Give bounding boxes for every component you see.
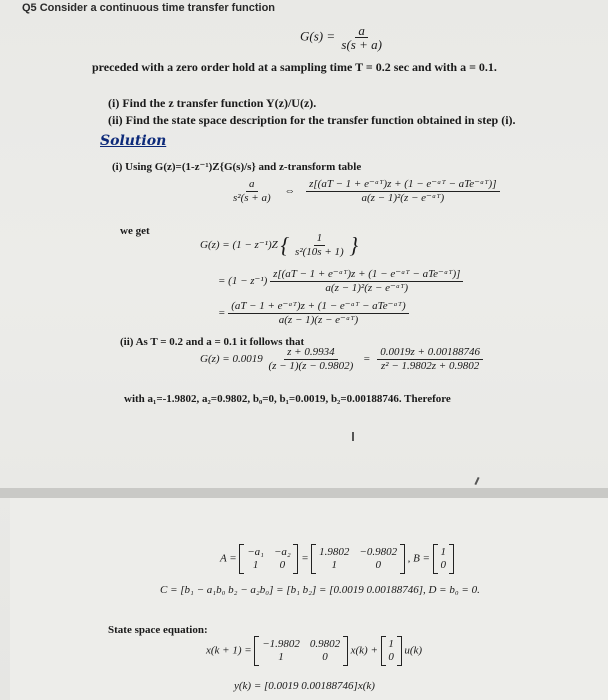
question-title: Q5 Consider a continuous time transfer function	[22, 2, 276, 14]
part-ii: (ii) Find the state space description for the transfer function obtained in step (i).	[108, 113, 516, 127]
we-get-label: we get	[120, 225, 150, 237]
part-i: (i) Find the z transfer function Y(z)/U(z).	[108, 96, 317, 110]
vector-B: 1 0	[440, 546, 446, 571]
derivation-line-2: = (1 − z⁻¹) $\frac{\text{z[(aT − 1 + e⁻ᵃᵀ)z + (1 − e⁻ᵃᵀ − aTe⁻ᵃᵀ)]}}{\text{a(z − 1)²(z − e⁻ᵃᵀ)}}$	[218, 268, 463, 295]
matrix-A-numeric: 1.9802 −0.9802 1 0	[319, 546, 398, 571]
matrix-A-symbolic: −a₁ −a₂ 1 0	[247, 546, 291, 571]
page-divider	[0, 488, 608, 498]
ztransform-table-entry: $\frac{a}{\text{s²(s + a)}}$ ⇔ $\frac{\text{z[(aT − 1 + e⁻ᵃᵀ)z + (1 − e⁻ᵃᵀ − aTe⁻ᵃᵀ)]}}{\text{a(z − 1)²(z − e⁻ᵃᵀ)}}$	[230, 178, 500, 205]
pen-mark	[352, 432, 354, 441]
output-equation: y(k) = [0.0019 0.00188746]x(k)	[234, 680, 375, 692]
step2-label: (ii) As T = 0.2 and a = 0.1 it follows that	[120, 336, 305, 348]
problem-statement: preceded with a zero order hold at a sampling time T = 0.2 sec and with a = 0.1.	[92, 60, 497, 74]
derivation-line-1: G(z) = (1 − z⁻¹)Z { $\frac{1}{\text{s²(10s + 1)}}$ }	[200, 232, 359, 258]
solution-heading: Solution	[100, 133, 167, 149]
matrix-C-D: C = [b₁ − a₁b₀ b₂ − a₂b₀] = [b₁ b₂] = [0.0019 0.00188746], D = b₀ = 0.	[160, 584, 480, 596]
derivation-line-3: = $\frac{\text{(aT − 1 + e⁻ᵃᵀ)z + (1 − e⁻ᵃᵀ − aTe⁻ᵃᵀ)}}{\text{a(z − 1)(z − e⁻ᵃᵀ)}}$	[218, 300, 409, 327]
state-equation: x(k + 1) = −1.9802 0.9802 1 0 x(k) + 1 0 u(k)	[206, 636, 422, 666]
state-space-label: State space equation:	[108, 624, 208, 636]
pen-mark	[474, 477, 479, 485]
matrix-A-B: A = −a₁ −a₂ 1 0 = 1.9802 −0.9802 1 0 , B = 1 0	[220, 544, 454, 574]
step1-label: (i) Using G(z)=(1-z⁻¹)Z{G(s)/s} and z-transform table	[112, 161, 362, 173]
page-bottom	[10, 498, 608, 700]
transfer-function: G(s) = $\frac{a}{s(s + a)}$	[300, 23, 382, 52]
gz-numeric: G(z) = 0.0019 $\frac{z + 0.9934}{(z - 1)(z - 0.9802)}$ = $\frac{0.0019z + 0.00188746}{\text{z² − 1.9802z + 0.9802}}$	[200, 346, 483, 373]
coefficients-line: with a₁=-1.9802, a₂=0.9802, b₀=0, b₁=0.0019, b₂=0.00188746. Therefore	[124, 393, 451, 405]
